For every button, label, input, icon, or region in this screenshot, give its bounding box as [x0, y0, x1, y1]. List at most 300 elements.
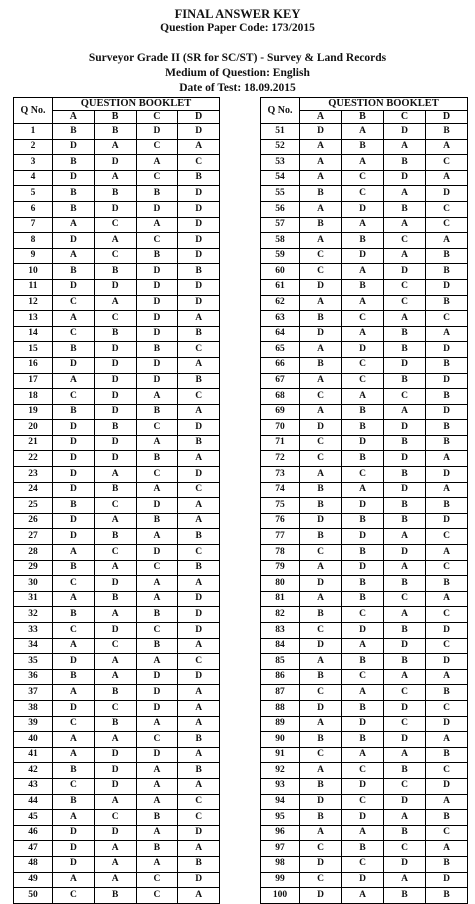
column-header-d: D	[426, 111, 468, 124]
qno-cell: 70	[261, 420, 300, 436]
answer-d-cell: B	[426, 248, 468, 264]
qno-cell: 30	[14, 576, 53, 592]
qno-cell: 16	[14, 357, 53, 373]
table-row	[261, 155, 468, 171]
answer-a-cell: A	[53, 545, 95, 561]
answer-d-cell: A	[178, 139, 220, 155]
table-row	[261, 389, 468, 405]
answer-d-cell: B	[426, 856, 468, 872]
answer-b-cell: A	[94, 139, 136, 155]
answer-b-cell: B	[342, 700, 384, 716]
answer-b-cell: B	[342, 420, 384, 436]
table-row	[14, 576, 220, 592]
answer-a-cell: D	[300, 888, 342, 904]
answer-b-cell: B	[342, 404, 384, 420]
answer-a-cell: C	[300, 872, 342, 888]
answer-b-cell: D	[342, 435, 384, 451]
answer-a-cell: B	[300, 482, 342, 498]
answer-d-cell: B	[426, 420, 468, 436]
answer-a-cell: A	[300, 654, 342, 670]
test-date-label: Date of Test:	[179, 82, 242, 94]
table-row	[261, 139, 468, 155]
answer-b-cell: B	[342, 233, 384, 249]
answer-d-cell: A	[178, 778, 220, 794]
qno-cell: 51	[261, 124, 300, 140]
answer-a-cell: C	[300, 841, 342, 857]
table-row	[14, 201, 220, 217]
answer-c-cell: D	[136, 357, 178, 373]
answer-c-cell: B	[384, 498, 426, 514]
qno-cell: 64	[261, 326, 300, 342]
answer-d-cell: D	[178, 467, 220, 483]
answer-b-cell: B	[94, 888, 136, 904]
answer-d-cell: B	[426, 264, 468, 280]
answer-d-cell: D	[178, 279, 220, 295]
qno-cell: 73	[261, 467, 300, 483]
answer-d-cell: D	[426, 186, 468, 202]
answer-c-cell: A	[136, 716, 178, 732]
table-row	[261, 700, 468, 716]
answer-b-cell: A	[94, 295, 136, 311]
answer-d-cell: A	[426, 326, 468, 342]
qno-cell: 12	[14, 295, 53, 311]
answer-a-cell: A	[53, 810, 95, 826]
answer-d-cell: C	[178, 810, 220, 826]
qno-cell: 86	[261, 669, 300, 685]
answer-a-cell: D	[300, 279, 342, 295]
answer-b-cell: D	[342, 560, 384, 576]
answer-a-cell: A	[300, 373, 342, 389]
answer-c-cell: B	[136, 342, 178, 358]
answer-c-cell: B	[384, 623, 426, 639]
table-row	[261, 357, 468, 373]
answer-c-cell: B	[384, 763, 426, 779]
table-row	[14, 591, 220, 607]
answer-d-cell: B	[178, 170, 220, 186]
answer-b-cell: B	[342, 841, 384, 857]
answer-a-cell: A	[300, 763, 342, 779]
qno-cell: 40	[14, 732, 53, 748]
answer-d-cell: A	[178, 888, 220, 904]
answer-b-cell: D	[342, 716, 384, 732]
answer-d-cell: D	[178, 124, 220, 140]
answer-c-cell: A	[384, 810, 426, 826]
test-date-value: 18.09.2015	[244, 82, 296, 94]
answer-a-cell: D	[53, 700, 95, 716]
answer-a-cell: A	[300, 139, 342, 155]
answer-a-cell: C	[53, 716, 95, 732]
table-row	[14, 467, 220, 483]
qno-cell: 48	[14, 856, 53, 872]
answer-c-cell: A	[136, 763, 178, 779]
answer-d-cell: A	[178, 576, 220, 592]
answer-b-cell: B	[342, 591, 384, 607]
answer-a-cell: D	[53, 233, 95, 249]
answer-c-cell: A	[136, 654, 178, 670]
answer-a-cell: B	[300, 217, 342, 233]
answer-c-cell: B	[136, 404, 178, 420]
answer-b-cell: D	[342, 623, 384, 639]
answer-c-cell: A	[384, 872, 426, 888]
answer-a-cell: A	[53, 638, 95, 654]
answer-a-cell: A	[53, 217, 95, 233]
answer-a-cell: B	[300, 498, 342, 514]
answer-d-cell: B	[178, 373, 220, 389]
answer-b-cell: C	[342, 607, 384, 623]
answer-d-cell: A	[178, 747, 220, 763]
answer-b-cell: C	[342, 311, 384, 327]
answer-a-cell: B	[53, 607, 95, 623]
answer-b-cell: D	[94, 576, 136, 592]
table-row	[14, 888, 220, 904]
answer-d-cell: B	[426, 576, 468, 592]
table-row	[14, 373, 220, 389]
answer-c-cell: A	[384, 529, 426, 545]
answer-d-cell: C	[426, 529, 468, 545]
answer-a-cell: D	[53, 529, 95, 545]
answer-a-cell: B	[300, 607, 342, 623]
table-row	[14, 311, 220, 327]
answer-c-cell: A	[136, 217, 178, 233]
qno-cell: 83	[261, 623, 300, 639]
table-row	[14, 607, 220, 623]
table-row	[14, 685, 220, 701]
table-row	[261, 560, 468, 576]
qno-cell: 13	[14, 311, 53, 327]
answer-c-cell: B	[384, 576, 426, 592]
qno-cell: 32	[14, 607, 53, 623]
answer-a-cell: D	[53, 170, 95, 186]
table-row	[261, 778, 468, 794]
table-row	[14, 669, 220, 685]
answer-b-cell: A	[94, 467, 136, 483]
answer-c-cell: C	[384, 841, 426, 857]
answer-b-cell: B	[94, 591, 136, 607]
answer-c-cell: D	[136, 201, 178, 217]
answer-b-cell: B	[342, 732, 384, 748]
qno-cell: 41	[14, 747, 53, 763]
answer-d-cell: C	[178, 155, 220, 171]
table-row	[14, 217, 220, 233]
answer-d-cell: D	[426, 342, 468, 358]
table-row	[261, 451, 468, 467]
answer-a-cell: A	[300, 716, 342, 732]
qno-cell: 87	[261, 685, 300, 701]
answer-c-cell: D	[136, 669, 178, 685]
table-row	[14, 825, 220, 841]
qno-cell: 14	[14, 326, 53, 342]
answer-b-cell: A	[342, 326, 384, 342]
answer-a-cell: D	[300, 576, 342, 592]
table-row	[14, 264, 220, 280]
qno-cell: 60	[261, 264, 300, 280]
answer-b-cell: A	[342, 124, 384, 140]
answer-a-cell: B	[300, 732, 342, 748]
answer-a-cell: B	[300, 186, 342, 202]
qno-cell: 88	[261, 700, 300, 716]
answer-c-cell: A	[136, 856, 178, 872]
answer-c-cell: C	[136, 560, 178, 576]
answer-b-cell: B	[94, 124, 136, 140]
answer-d-cell: B	[426, 124, 468, 140]
answer-c-cell: D	[384, 451, 426, 467]
answer-a-cell: B	[53, 342, 95, 358]
table-row	[261, 810, 468, 826]
answer-d-cell: A	[178, 513, 220, 529]
answer-c-cell: D	[384, 420, 426, 436]
answer-a-cell: B	[53, 124, 95, 140]
answer-d-cell: A	[426, 170, 468, 186]
answer-c-cell: D	[384, 732, 426, 748]
answer-c-cell: A	[136, 529, 178, 545]
answer-c-cell: A	[384, 607, 426, 623]
answer-b-cell: C	[342, 763, 384, 779]
qno-cell: 92	[261, 763, 300, 779]
table-row	[14, 155, 220, 171]
table-row	[261, 498, 468, 514]
answer-b-cell: A	[342, 389, 384, 405]
table-row	[261, 217, 468, 233]
answer-d-cell: C	[426, 638, 468, 654]
answer-c-cell: B	[384, 435, 426, 451]
answer-d-cell: D	[178, 248, 220, 264]
document-title: FINAL ANSWER KEY	[174, 7, 301, 21]
booklet-header: QUESTION BOOKLET	[300, 98, 468, 111]
qno-cell: 8	[14, 233, 53, 249]
answer-d-cell: A	[426, 841, 468, 857]
answer-c-cell: B	[384, 467, 426, 483]
column-header-a: A	[53, 111, 95, 124]
answer-d-cell: D	[178, 591, 220, 607]
answer-d-cell: B	[178, 529, 220, 545]
qno-cell: 2	[14, 139, 53, 155]
qno-cell: 59	[261, 248, 300, 264]
answer-c-cell: C	[384, 716, 426, 732]
answer-a-cell: C	[53, 389, 95, 405]
answer-b-cell: A	[94, 170, 136, 186]
qno-cell: 56	[261, 201, 300, 217]
answer-a-cell: A	[53, 747, 95, 763]
answer-a-cell: B	[53, 560, 95, 576]
table-row	[261, 685, 468, 701]
answer-b-cell: C	[342, 794, 384, 810]
answer-a-cell: C	[53, 295, 95, 311]
answer-d-cell: B	[426, 810, 468, 826]
answer-d-cell: B	[426, 357, 468, 373]
table-row	[14, 794, 220, 810]
qno-cell: 68	[261, 389, 300, 405]
qno-cell: 38	[14, 700, 53, 716]
qno-cell: 53	[261, 155, 300, 171]
answer-a-cell: A	[300, 342, 342, 358]
answer-b-cell: C	[94, 810, 136, 826]
column-header-a: A	[300, 111, 342, 124]
qno-cell: 91	[261, 747, 300, 763]
answer-c-cell: B	[136, 513, 178, 529]
column-header-b: B	[94, 111, 136, 124]
qno-cell: 77	[261, 529, 300, 545]
answer-d-cell: B	[426, 295, 468, 311]
table-row	[261, 669, 468, 685]
answer-c-cell: A	[384, 217, 426, 233]
answer-a-cell: A	[300, 404, 342, 420]
answer-a-cell: D	[53, 279, 95, 295]
table-row	[14, 389, 220, 405]
table-row	[261, 623, 468, 639]
answer-b-cell: A	[342, 264, 384, 280]
table-row	[261, 342, 468, 358]
answer-b-cell: D	[94, 342, 136, 358]
answer-c-cell: C	[136, 170, 178, 186]
answer-b-cell: A	[342, 482, 384, 498]
paper-code-value: 173/2015	[271, 22, 315, 34]
qno-header: Q No.	[14, 98, 53, 124]
answer-a-cell: A	[53, 311, 95, 327]
answer-c-cell: A	[136, 794, 178, 810]
answer-a-cell: D	[53, 482, 95, 498]
answer-a-cell: D	[53, 139, 95, 155]
answer-b-cell: B	[94, 482, 136, 498]
qno-cell: 39	[14, 716, 53, 732]
answer-b-cell: A	[94, 841, 136, 857]
answer-b-cell: B	[94, 326, 136, 342]
answer-d-cell: D	[426, 279, 468, 295]
answer-a-cell: C	[53, 888, 95, 904]
answer-d-cell: C	[426, 217, 468, 233]
answer-c-cell: D	[136, 295, 178, 311]
answer-c-cell: A	[384, 747, 426, 763]
qno-cell: 79	[261, 560, 300, 576]
answer-d-cell: C	[178, 342, 220, 358]
answer-d-cell: D	[426, 467, 468, 483]
answer-d-cell: D	[178, 607, 220, 623]
answer-d-cell: A	[426, 139, 468, 155]
table-row	[14, 747, 220, 763]
table-row	[261, 747, 468, 763]
answer-d-cell: A	[178, 357, 220, 373]
answer-b-cell: A	[342, 638, 384, 654]
table-row	[261, 794, 468, 810]
answer-c-cell: B	[136, 810, 178, 826]
qno-cell: 19	[14, 404, 53, 420]
answer-a-cell: C	[53, 576, 95, 592]
answer-b-cell: D	[342, 248, 384, 264]
answer-a-cell: D	[53, 856, 95, 872]
qno-cell: 34	[14, 638, 53, 654]
answer-b-cell: D	[94, 155, 136, 171]
qno-cell: 26	[14, 513, 53, 529]
qno-cell: 33	[14, 623, 53, 639]
table-row	[14, 654, 220, 670]
answer-a-cell: B	[53, 794, 95, 810]
answer-b-cell: D	[342, 342, 384, 358]
answer-a-cell: A	[53, 248, 95, 264]
answer-c-cell: C	[136, 888, 178, 904]
answer-c-cell: C	[384, 685, 426, 701]
qno-cell: 71	[261, 435, 300, 451]
answer-a-cell: A	[53, 373, 95, 389]
answer-d-cell: D	[178, 233, 220, 249]
qno-cell: 43	[14, 778, 53, 794]
answer-d-cell: A	[178, 451, 220, 467]
answer-b-cell: D	[342, 529, 384, 545]
qno-cell: 22	[14, 451, 53, 467]
answer-d-cell: A	[426, 482, 468, 498]
answer-c-cell: C	[384, 389, 426, 405]
qno-cell: 55	[261, 186, 300, 202]
table-row	[14, 732, 220, 748]
answer-b-cell: C	[342, 357, 384, 373]
answer-a-cell: B	[53, 155, 95, 171]
answer-a-cell: A	[300, 467, 342, 483]
table-row	[14, 435, 220, 451]
qno-cell: 74	[261, 482, 300, 498]
answer-c-cell: C	[384, 591, 426, 607]
table-row	[261, 311, 468, 327]
answer-b-cell: D	[94, 201, 136, 217]
table-row	[261, 513, 468, 529]
answer-a-cell: D	[53, 357, 95, 373]
qno-cell: 28	[14, 545, 53, 561]
answer-a-cell: D	[300, 513, 342, 529]
answer-a-cell: A	[300, 560, 342, 576]
answer-b-cell: D	[94, 435, 136, 451]
qno-cell: 44	[14, 794, 53, 810]
post-name: Surveyor Grade II (SR for SC/ST) - Survey & Land Records	[88, 52, 387, 64]
answer-b-cell: D	[94, 451, 136, 467]
qno-cell: 7	[14, 217, 53, 233]
answer-c-cell: B	[136, 186, 178, 202]
answer-b-cell: D	[94, 763, 136, 779]
answer-a-cell: C	[300, 545, 342, 561]
table-row	[261, 872, 468, 888]
table-row	[14, 139, 220, 155]
answer-a-cell: C	[53, 778, 95, 794]
table-row	[261, 186, 468, 202]
answer-b-cell: A	[342, 295, 384, 311]
qno-cell: 65	[261, 342, 300, 358]
answer-d-cell: D	[426, 404, 468, 420]
answer-c-cell: B	[384, 888, 426, 904]
answer-d-cell: B	[178, 326, 220, 342]
answer-c-cell: A	[384, 669, 426, 685]
answer-d-cell: C	[426, 155, 468, 171]
answer-c-cell: D	[136, 311, 178, 327]
answer-b-cell: C	[94, 700, 136, 716]
answer-c-cell: B	[136, 841, 178, 857]
answer-b-cell: C	[342, 186, 384, 202]
answer-c-cell: B	[136, 451, 178, 467]
table-row	[261, 763, 468, 779]
answer-c-cell: D	[384, 124, 426, 140]
qno-cell: 72	[261, 451, 300, 467]
answer-d-cell: B	[178, 732, 220, 748]
qno-cell: 66	[261, 357, 300, 373]
answer-b-cell: D	[342, 810, 384, 826]
answer-d-cell: D	[426, 513, 468, 529]
table-row	[14, 513, 220, 529]
answer-d-cell: C	[178, 654, 220, 670]
test-date-line	[0, 83, 475, 95]
answer-b-cell: A	[342, 155, 384, 171]
answer-a-cell: B	[300, 810, 342, 826]
table-row	[14, 279, 220, 295]
answer-c-cell: B	[384, 513, 426, 529]
qno-cell: 97	[261, 841, 300, 857]
answer-a-cell: B	[300, 357, 342, 373]
answer-b-cell: A	[342, 217, 384, 233]
answer-a-cell: B	[53, 763, 95, 779]
